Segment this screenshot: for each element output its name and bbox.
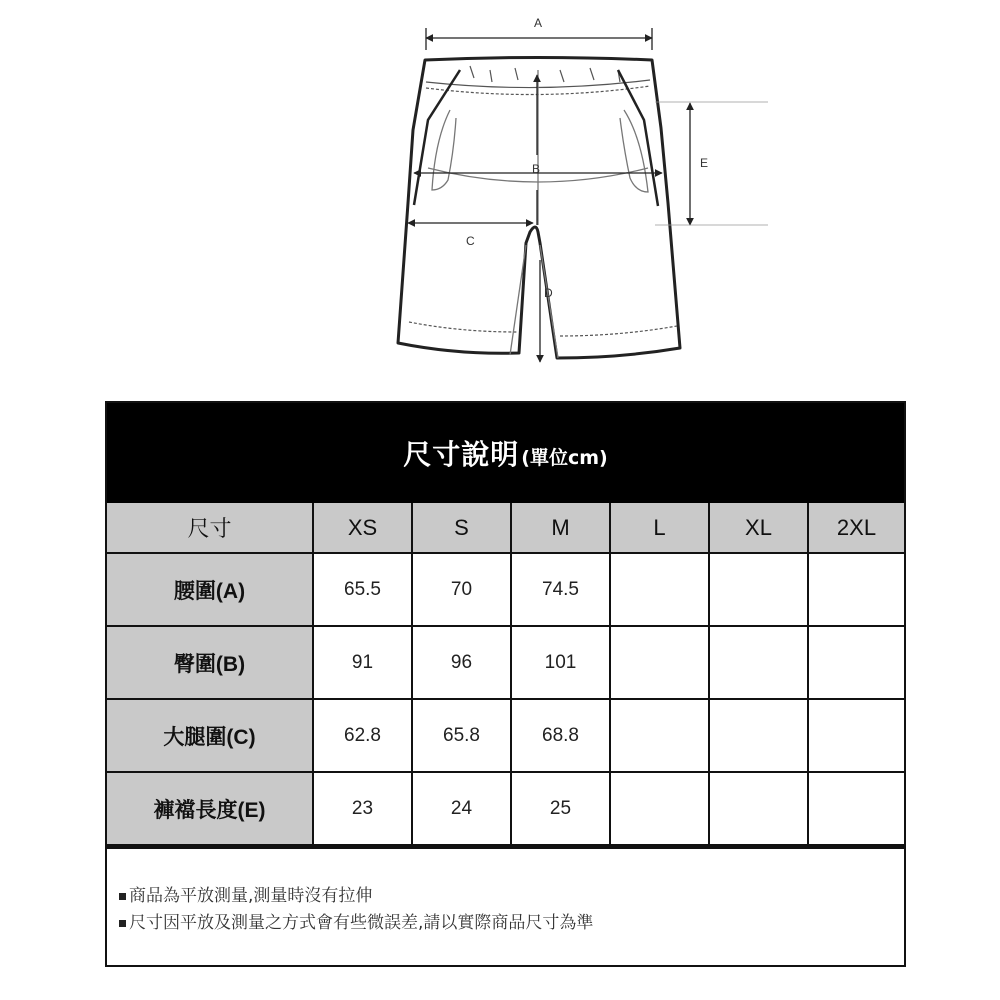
dimension-label-d: D xyxy=(544,286,553,300)
table-cell xyxy=(709,626,808,699)
table-row xyxy=(107,772,904,845)
table-cell: 25 xyxy=(511,772,610,845)
row-label-rise: 褲襠長度(E) xyxy=(107,772,313,845)
table-cell xyxy=(808,626,904,699)
table-cell xyxy=(610,626,709,699)
table-header-row xyxy=(107,503,904,553)
shorts-illustration xyxy=(380,10,780,380)
chart-header xyxy=(107,403,904,503)
square-bullet-icon xyxy=(119,920,126,927)
row-label-waist: 腰圍(A) xyxy=(107,553,313,626)
chart-title: 尺寸說明 xyxy=(403,438,520,471)
table-cell: 96 xyxy=(412,626,511,699)
size-table xyxy=(107,503,904,846)
table-cell: 24 xyxy=(412,772,511,845)
table-cell xyxy=(709,699,808,772)
table-row xyxy=(107,553,904,626)
note-text: 尺寸因平放及測量之方式會有些微誤差,請以實際商品尺寸為準 xyxy=(129,913,594,933)
table-cell xyxy=(610,699,709,772)
column-header-size: 尺寸 xyxy=(107,503,313,553)
column-header-xs: XS xyxy=(313,503,412,553)
dimension-label-e: E xyxy=(700,156,709,170)
table-cell xyxy=(610,772,709,845)
square-bullet-icon xyxy=(119,893,126,900)
size-notes xyxy=(107,846,904,965)
table-cell xyxy=(709,772,808,845)
row-label-thigh: 大腿圍(C) xyxy=(107,699,313,772)
table-row xyxy=(107,626,904,699)
table-cell xyxy=(808,699,904,772)
row-label-hip: 臀圍(B) xyxy=(107,626,313,699)
shorts-measurement-diagram xyxy=(380,10,780,380)
table-cell: 101 xyxy=(511,626,610,699)
note-item xyxy=(119,910,904,937)
table-cell: 65.8 xyxy=(412,699,511,772)
note-item xyxy=(119,883,904,910)
column-header-xl: XL xyxy=(709,503,808,553)
table-cell: 91 xyxy=(313,626,412,699)
dimension-label-c: C xyxy=(466,234,475,248)
column-header-2xl: 2XL xyxy=(808,503,904,553)
column-header-m: M xyxy=(511,503,610,553)
table-cell xyxy=(610,553,709,626)
table-cell xyxy=(709,553,808,626)
table-cell: 68.8 xyxy=(511,699,610,772)
table-cell xyxy=(808,772,904,845)
table-cell: 23 xyxy=(313,772,412,845)
note-text: 商品為平放測量,測量時沒有拉伸 xyxy=(129,886,373,906)
table-cell xyxy=(808,553,904,626)
chart-unit: (單位cm) xyxy=(521,446,608,469)
table-cell: 70 xyxy=(412,553,511,626)
column-header-l: L xyxy=(610,503,709,553)
table-cell: 65.5 xyxy=(313,553,412,626)
table-cell: 74.5 xyxy=(511,553,610,626)
table-cell: 62.8 xyxy=(313,699,412,772)
table-row xyxy=(107,699,904,772)
dimension-label-a: A xyxy=(534,16,543,30)
column-header-s: S xyxy=(412,503,511,553)
dimension-label-b: B xyxy=(532,162,541,176)
size-chart xyxy=(105,401,906,967)
